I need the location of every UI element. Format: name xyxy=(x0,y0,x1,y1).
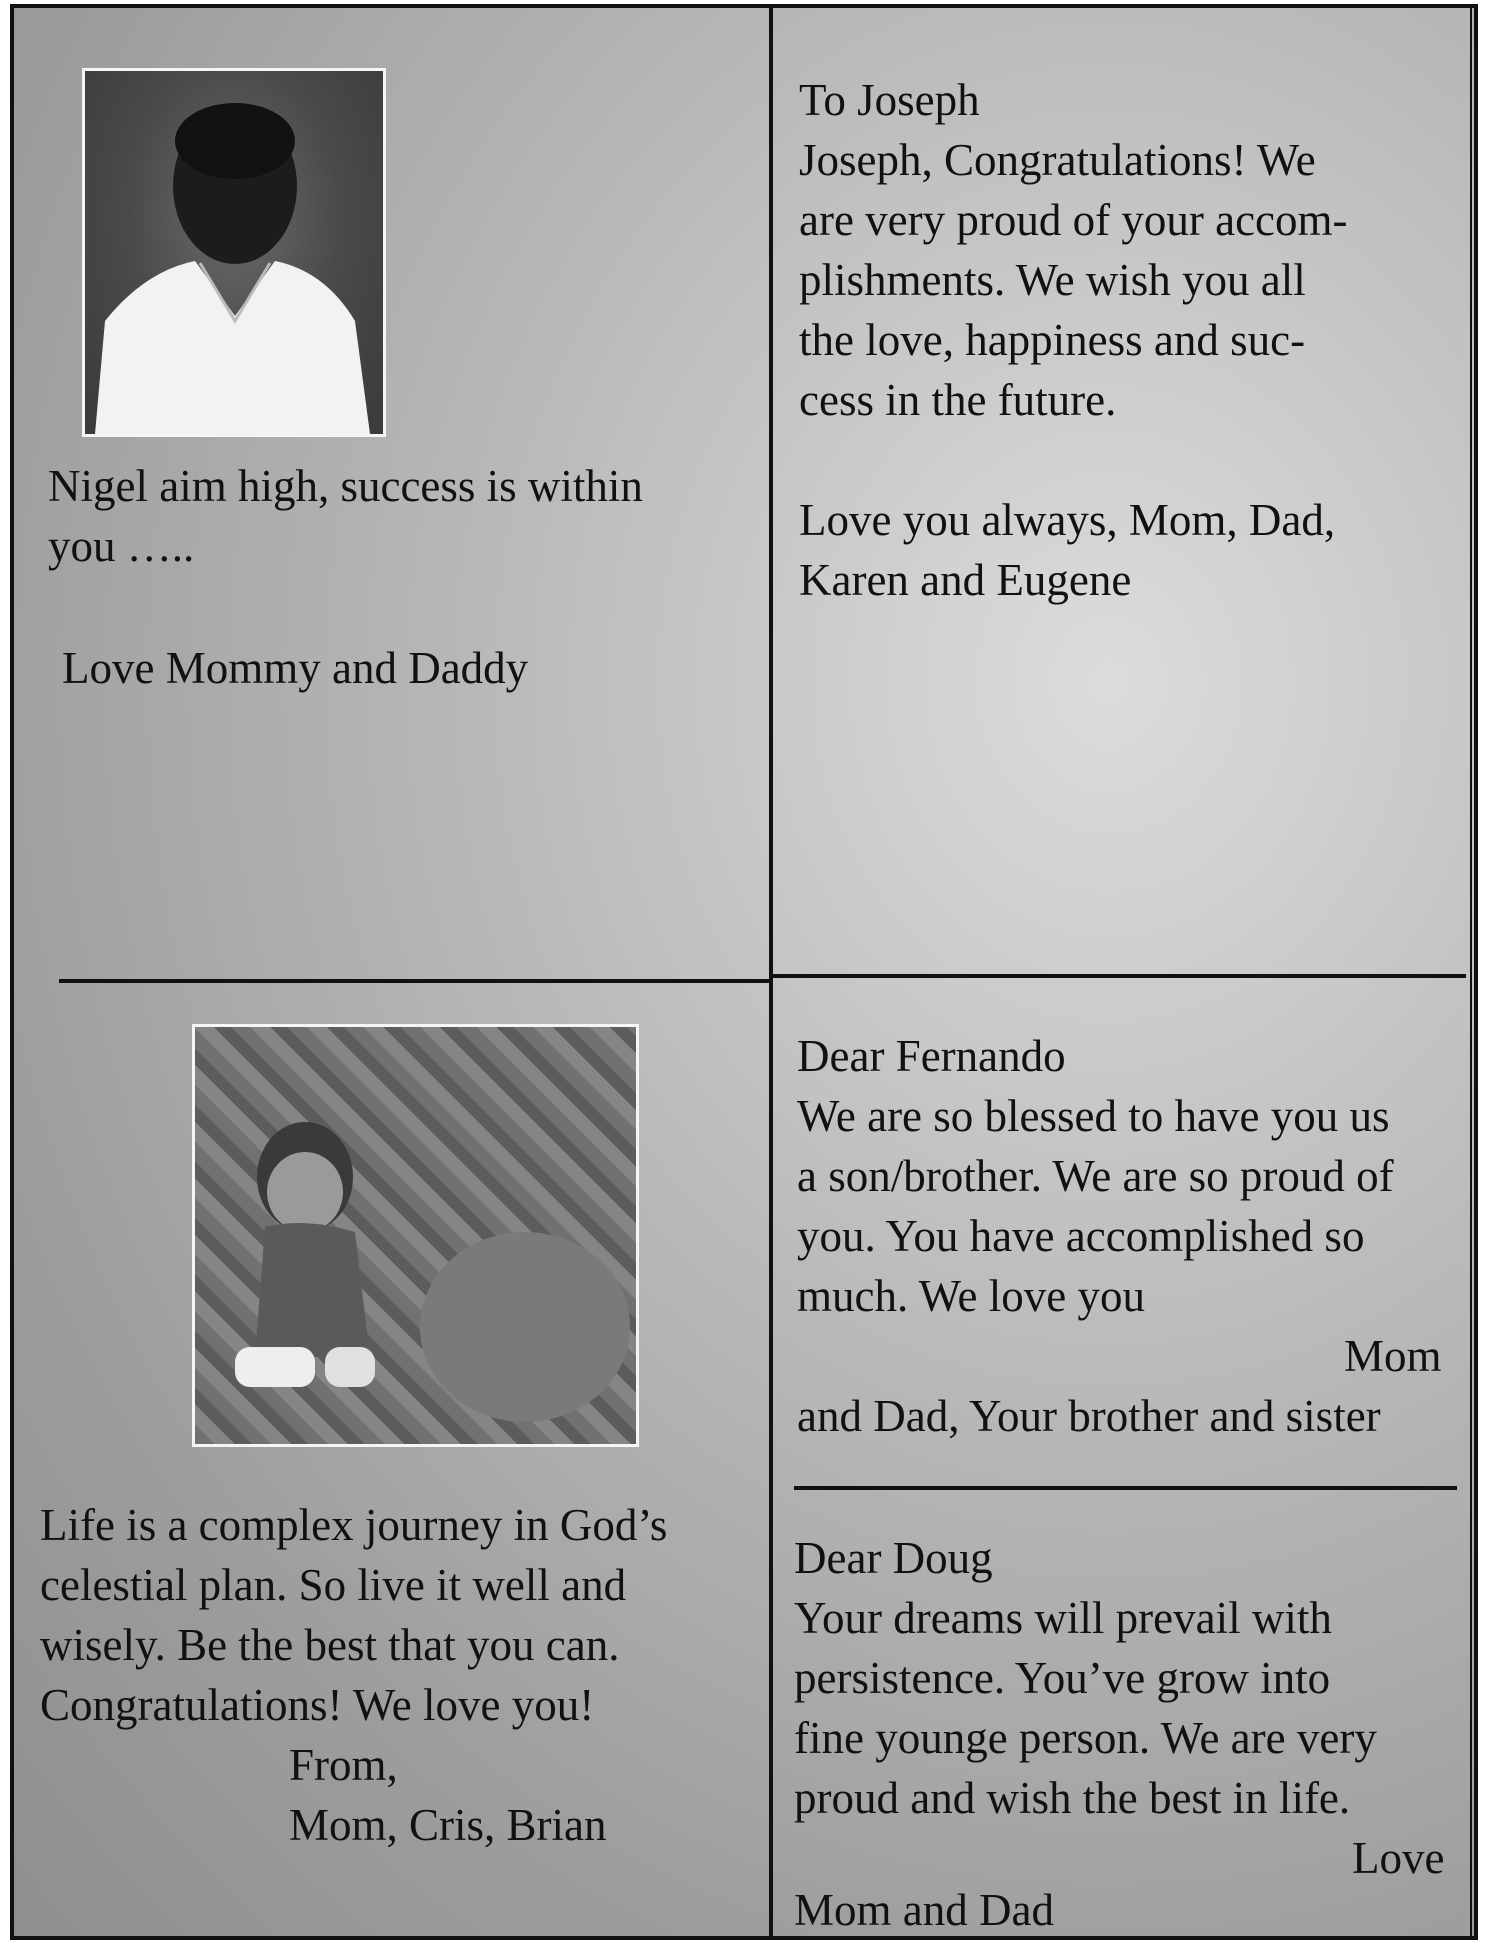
doug-signature-line2: Mom and Dad xyxy=(794,1885,1054,1935)
nigel-portrait-photo xyxy=(82,68,386,437)
nigel-signature: Love Mommy and Daddy xyxy=(62,643,529,693)
joseph-line: plishments. We wish you all xyxy=(799,255,1306,305)
baby-message-line: Life is a complex journey in God’s xyxy=(40,1500,668,1550)
joseph-line: cess in the future. xyxy=(799,375,1117,425)
joseph-line: the love, happiness and suc- xyxy=(799,315,1306,365)
right-lower-divider xyxy=(794,1486,1457,1490)
fernando-line: much. We love you xyxy=(797,1271,1145,1321)
fernando-greeting: Dear Fernando xyxy=(797,1031,1066,1081)
doug-line: proud and wish the best in life. xyxy=(794,1773,1351,1823)
fernando-signature-line2: and Dad, Your brother and sister xyxy=(797,1391,1381,1441)
joseph-closing-line2: Karen and Eugene xyxy=(799,555,1132,605)
right-horizontal-divider xyxy=(773,974,1466,978)
baby-photo xyxy=(192,1024,639,1447)
nigel-message-line2: you ….. xyxy=(48,521,195,571)
fernando-line: a son/brother. We are so proud of xyxy=(797,1151,1394,1201)
joseph-closing-line1: Love you always, Mom, Dad, xyxy=(799,495,1336,545)
fernando-signature-line1: Mom xyxy=(1344,1331,1442,1381)
baby-message-signature: Mom, Cris, Brian xyxy=(289,1800,607,1850)
left-horizontal-divider xyxy=(59,979,769,983)
joseph-line: Joseph, Congratulations! We xyxy=(799,135,1316,185)
doug-line: fine younge person. We are very xyxy=(794,1713,1377,1763)
outer-border-right xyxy=(1470,4,1476,1940)
doug-greeting: Dear Doug xyxy=(794,1533,993,1583)
doug-line: persistence. You’ve grow into xyxy=(794,1653,1331,1703)
baby-message-from: From, xyxy=(289,1740,398,1790)
yearbook-page xyxy=(10,4,1478,1940)
doug-signature-line1: Love xyxy=(1352,1833,1445,1883)
vertical-divider xyxy=(769,8,773,1936)
nigel-message-line1: Nigel aim high, success is within xyxy=(48,461,643,511)
baby-message-line: wisely. Be the best that you can. xyxy=(40,1620,620,1670)
fernando-line: you. You have accomplished so xyxy=(797,1211,1365,1261)
joseph-greeting: To Joseph xyxy=(799,75,980,125)
doug-line: Your dreams will prevail with xyxy=(794,1593,1332,1643)
baby-message-line: Congratulations! We love you! xyxy=(40,1680,595,1730)
fernando-line: We are so blessed to have you us xyxy=(797,1091,1390,1141)
baby-message-line: celestial plan. So live it well and xyxy=(40,1560,627,1610)
joseph-line: are very proud of your accom- xyxy=(799,195,1348,245)
